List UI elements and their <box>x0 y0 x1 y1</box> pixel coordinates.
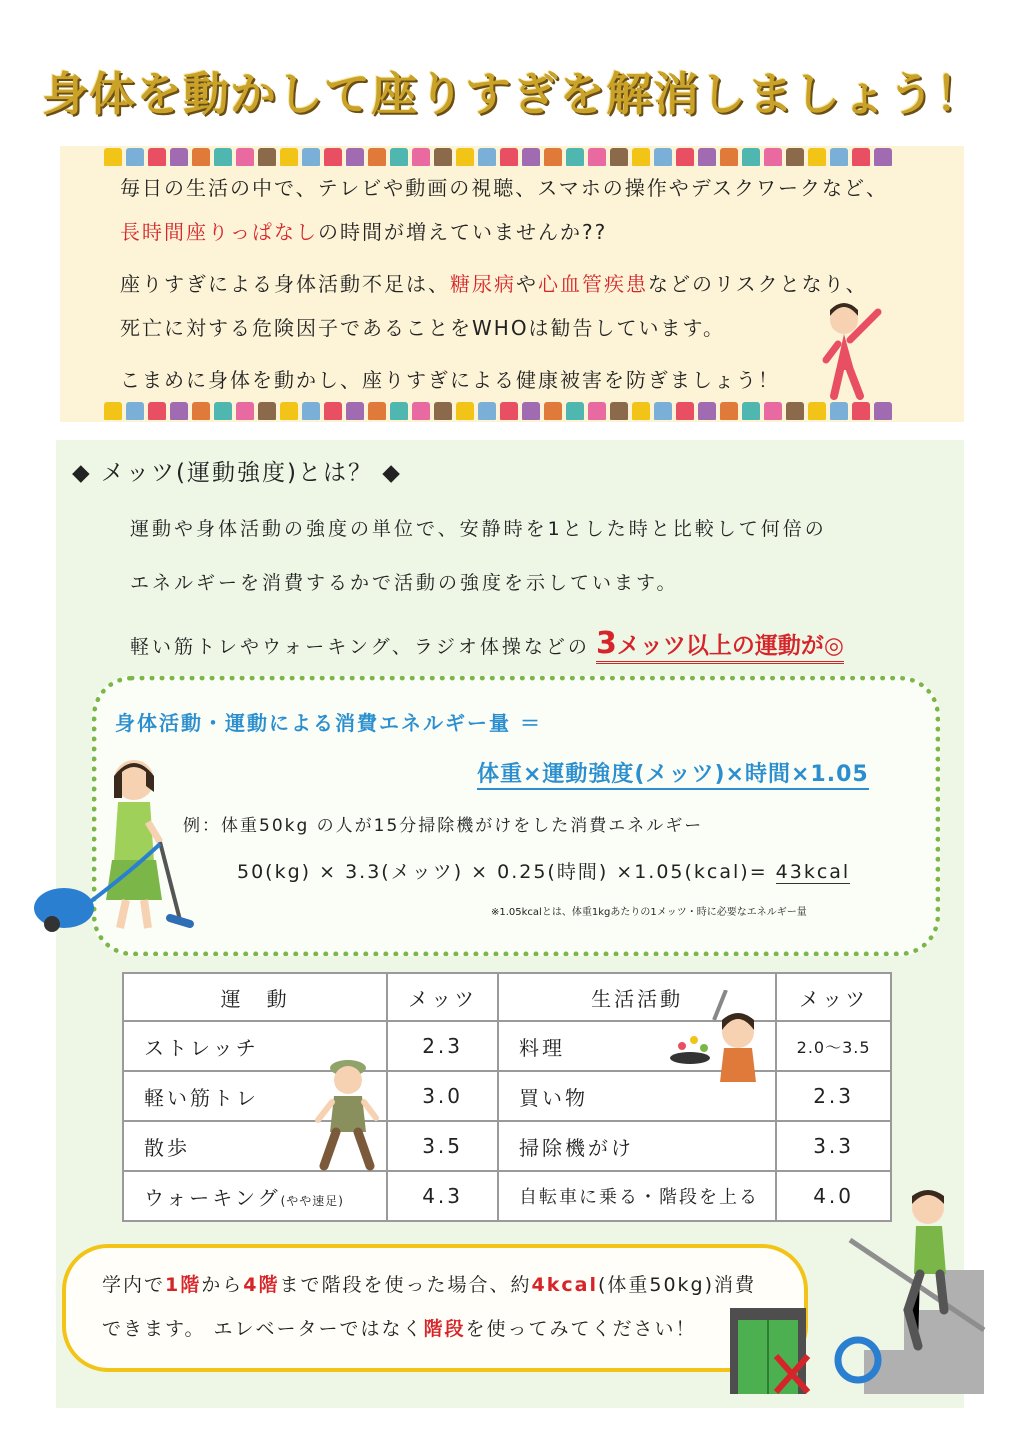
intro-line-4: 死亡に対する危険因子であることをWHOは勧告しています。 <box>120 316 725 340</box>
exercise-cell: ストレッチ <box>123 1021 387 1071</box>
formula-box <box>92 676 940 956</box>
table-row <box>123 1121 891 1171</box>
chair-icon <box>588 148 606 166</box>
chair-icon <box>456 402 474 420</box>
chair-icon <box>280 402 298 420</box>
cooking-woman-illustration <box>668 990 778 1086</box>
chair-icon <box>830 148 848 166</box>
stairs-line-1 <box>102 1270 756 1297</box>
exercise-cell: 散歩 <box>123 1121 387 1171</box>
chair-icon <box>610 402 628 420</box>
chair-icon <box>720 148 738 166</box>
chair-icon <box>676 148 694 166</box>
chair-icon <box>368 148 386 166</box>
chair-icon <box>632 148 650 166</box>
intro-box <box>60 146 964 422</box>
chair-icon <box>478 402 496 420</box>
mets-desc-1: 運動や身体活動の強度の単位で、安静時を1とした時と比較して何倍の <box>130 518 827 540</box>
exercise-name: ウォーキング <box>144 1185 281 1210</box>
example-calc-expression: 50(kg) × 3.3(メッツ) × 0.25(時間) ×1.05(kcal)= <box>237 861 776 883</box>
chair-icon <box>148 402 166 420</box>
chair-icon <box>808 402 826 420</box>
intro-line-1: 毎日の生活の中で、テレビや動画の視聴、スマホの操作やデスクワークなど、 <box>120 176 888 200</box>
chair-icon <box>654 402 672 420</box>
chair-icon <box>830 402 848 420</box>
exercise-mets-cell: 3.0 <box>387 1071 498 1121</box>
intro-line-3-a: 座りすぎによる身体活動不足は、 <box>120 272 450 296</box>
chair-icon <box>852 148 870 166</box>
stairs-l1-b: から <box>201 1274 244 1296</box>
intro-line-3 <box>120 268 868 297</box>
stairs-kcal: 4kcal <box>531 1274 598 1296</box>
elevator-crossed-icon <box>728 1306 812 1398</box>
activity-mets-cell: 2.0～3.5 <box>776 1021 891 1071</box>
chair-icon <box>390 402 408 420</box>
stairs-l1-d: (体重50kg)消費 <box>597 1274 757 1296</box>
chair-icon <box>544 402 562 420</box>
stairs-l2-b: を使ってみてください！ <box>465 1318 697 1340</box>
chair-icon <box>720 402 738 420</box>
chair-icon <box>280 148 298 166</box>
header-activity: 生活活動 <box>498 973 776 1021</box>
chair-icon <box>764 402 782 420</box>
chair-icon <box>566 402 584 420</box>
chair-icon <box>698 402 716 420</box>
stairs-l1-c: まで階段を使った場合、約 <box>279 1274 532 1296</box>
chair-icon <box>192 148 210 166</box>
chair-icon <box>478 148 496 166</box>
activity-cell: 料理 <box>498 1021 776 1071</box>
intro-highlight-diabetes: 糖尿病 <box>450 272 516 296</box>
activity-cell: 自転車に乗る・階段を上る <box>498 1171 776 1221</box>
header-activity-mets: メッツ <box>776 973 891 1021</box>
mets-heading: ◆ メッツ(運動強度)とは？ ◆ <box>72 460 402 486</box>
chair-icon <box>588 402 606 420</box>
table-row <box>123 1171 891 1221</box>
formula-footnote: ※1.05kcalとは、体重1kgあたりの1メッツ・時に必要なエネルギー量 <box>491 907 807 918</box>
exercise-cell: 軽い筋トレ <box>123 1071 387 1121</box>
stairs-climbing-illustration <box>824 1180 994 1394</box>
stairs-message-bubble <box>62 1244 808 1372</box>
chair-icon <box>434 148 452 166</box>
stairs-floor-4: 4階 <box>243 1274 280 1296</box>
stairs-line-2 <box>102 1314 697 1341</box>
three-mets-highlight <box>596 626 844 664</box>
chair-border-bottom <box>104 402 924 420</box>
formula-label: 身体活動・運動による消費エネルギー量 ＝ <box>115 711 542 735</box>
walking-man-illustration <box>312 1058 384 1176</box>
chair-icon <box>170 402 188 420</box>
vacuum-woman-illustration <box>30 752 200 942</box>
chair-icon <box>522 402 540 420</box>
chair-icon <box>500 148 518 166</box>
stairs-l1-a: 学内で <box>102 1274 166 1296</box>
intro-line-3-c: などのリスクとなり、 <box>648 272 868 296</box>
activity-mets-cell: 3.3 <box>776 1121 891 1171</box>
example-label: 例：体重50kg の人が15分掃除機がけをした消費エネルギー <box>183 816 704 836</box>
intro-line-2 <box>120 216 607 245</box>
chair-icon <box>500 402 518 420</box>
intro-line-2-rest: の時間が増えていませんか?? <box>318 220 608 244</box>
intro-highlight-cardio: 心血管疾患 <box>538 272 648 296</box>
example-result: 43kcal <box>775 861 851 883</box>
intro-line-3-b: や <box>516 272 538 296</box>
chair-icon <box>742 148 760 166</box>
chair-icon <box>368 402 386 420</box>
chair-icon <box>522 148 540 166</box>
header-exercise: 運 動 <box>123 973 387 1021</box>
activity-mets-cell: 2.3 <box>776 1071 891 1121</box>
exercise-mets-cell: 3.5 <box>387 1121 498 1171</box>
stairs-floor-1: 1階 <box>165 1274 202 1296</box>
example-calculation <box>237 857 850 884</box>
chair-icon <box>236 148 254 166</box>
chair-icon <box>346 148 364 166</box>
exercise-cell <box>123 1171 387 1221</box>
page-title: 身体を動かして座りすぎを解消しましょう！ <box>42 67 982 121</box>
chair-icon <box>412 148 430 166</box>
chair-icon <box>544 148 562 166</box>
three-mets-text: メッツ以上の運動が◎ <box>616 633 844 659</box>
chair-icon <box>258 148 276 166</box>
activity-cell: 買い物 <box>498 1071 776 1121</box>
activity-mets-cell: 4.0 <box>776 1171 891 1221</box>
chair-icon <box>104 402 122 420</box>
chair-icon <box>104 148 122 166</box>
three-mets-number: 3 <box>596 626 617 661</box>
chair-icon <box>742 402 760 420</box>
activity-cell: 掃除機がけ <box>498 1121 776 1171</box>
chair-icon <box>324 402 342 420</box>
chair-border-top <box>104 148 924 166</box>
chair-icon <box>874 402 892 420</box>
chair-icon <box>632 402 650 420</box>
exercise-mets-cell: 2.3 <box>387 1021 498 1071</box>
chair-icon <box>764 148 782 166</box>
chair-icon <box>126 148 144 166</box>
intro-line-5: こまめに身体を動かし、座りすぎによる健康被害を防ぎましょう！ <box>120 368 780 392</box>
chair-icon <box>302 148 320 166</box>
mets-desc-3: 軽い筋トレやウォーキング、ラジオ体操などの <box>130 636 590 658</box>
chair-icon <box>676 402 694 420</box>
stretching-girl-illustration <box>816 296 896 406</box>
mets-desc-2: エネルギーを消費するかで活動の強度を示しています。 <box>130 572 679 594</box>
chair-icon <box>566 148 584 166</box>
chair-icon <box>192 402 210 420</box>
chair-icon <box>786 148 804 166</box>
chair-icon <box>874 148 892 166</box>
stairs-l2-a: できます。 エレベーターではなく <box>102 1318 424 1340</box>
chair-icon <box>126 402 144 420</box>
chair-icon <box>214 402 232 420</box>
exercise-mets-cell: 4.3 <box>387 1171 498 1221</box>
chair-icon <box>808 148 826 166</box>
chair-icon <box>390 148 408 166</box>
chair-icon <box>654 148 672 166</box>
chair-icon <box>258 402 276 420</box>
chair-icon <box>302 402 320 420</box>
chair-icon <box>698 148 716 166</box>
chair-icon <box>346 402 364 420</box>
chair-icon <box>852 402 870 420</box>
exercise-note: (やや速足) <box>280 1193 344 1208</box>
formula-expression: 体重×運動強度(メッツ)×時間×1.05 <box>477 757 869 790</box>
chair-icon <box>786 402 804 420</box>
stairs-highlight: 階段 <box>423 1318 466 1340</box>
intro-highlight-sitting: 長時間座りっぱなし <box>120 220 318 244</box>
chair-icon <box>170 148 188 166</box>
chair-icon <box>324 148 342 166</box>
header-exercise-mets: メッツ <box>387 973 498 1021</box>
chair-icon <box>456 148 474 166</box>
chair-icon <box>214 148 232 166</box>
chair-icon <box>148 148 166 166</box>
chair-icon <box>434 402 452 420</box>
chair-icon <box>610 148 628 166</box>
chair-icon <box>236 402 254 420</box>
chair-icon <box>412 402 430 420</box>
